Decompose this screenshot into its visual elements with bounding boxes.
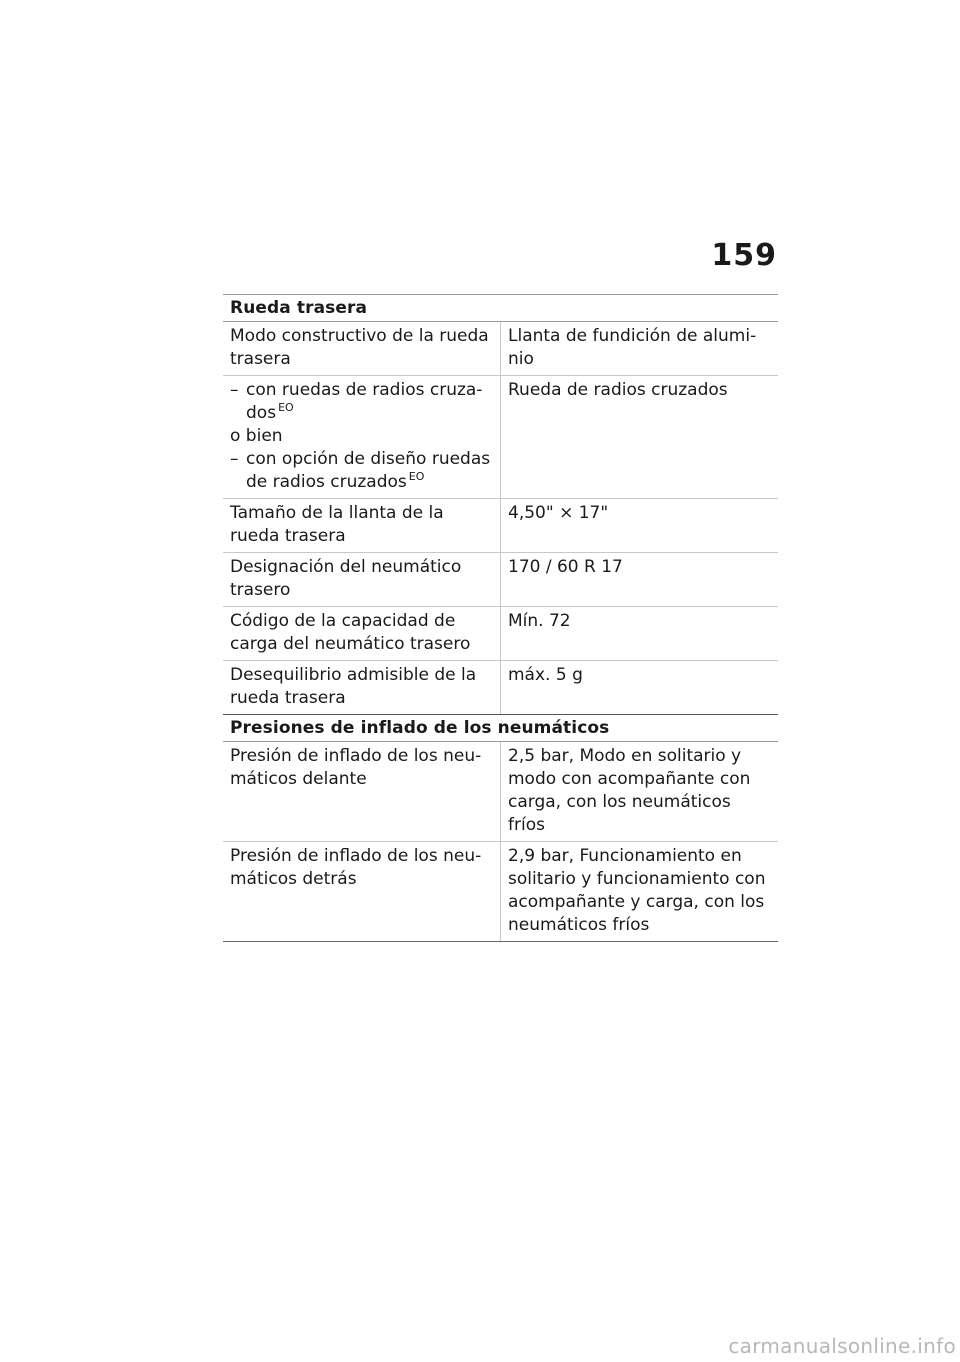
row-value (501, 499, 778, 552)
label-line: Modo constructivo de la rueda (230, 326, 489, 346)
row-label (223, 499, 501, 552)
row-label (223, 553, 501, 606)
label-line: rueda trasera (230, 688, 346, 708)
value-line: Llanta de fundición de alumi- (508, 326, 757, 346)
value-line: neumáticos fríos (508, 915, 650, 935)
row-label (223, 742, 501, 841)
dash-bullet: – (230, 449, 239, 469)
label-line: Presión de inflado de los neu- (230, 846, 482, 866)
row-label (223, 376, 501, 498)
label-line: Designación del neumático (230, 557, 462, 577)
label-line: rueda trasera (230, 526, 346, 546)
value-line: 170 / 60 R 17 (508, 557, 623, 577)
row-value (501, 376, 778, 498)
page-number: 159 (711, 238, 777, 273)
table-row (223, 842, 778, 942)
label-line: carga del neumático trasero (230, 634, 471, 654)
table-row (223, 322, 778, 376)
table-row (223, 742, 778, 842)
row-label (223, 842, 501, 941)
label-line: máticos detrás (230, 869, 357, 889)
label-line: Desequilibrio admisible de la (230, 665, 477, 685)
spec-table (223, 294, 778, 942)
variant-text: con ruedas de radios cruza-dos (246, 380, 483, 423)
row-label (223, 607, 501, 660)
row-label (223, 322, 501, 375)
value-line: acompañante y carga, con los (508, 892, 765, 912)
row-value (501, 607, 778, 660)
tire-pressure-heading: Presiones de inflado de los neumáticos (223, 714, 778, 742)
label-line: trasera (230, 349, 291, 369)
table-row (223, 661, 778, 714)
label-line: máticos delante (230, 769, 367, 789)
row-value (501, 661, 778, 714)
table-row (223, 553, 778, 607)
row-label (223, 661, 501, 714)
value-line: máx. 5 g (508, 665, 583, 685)
variant-or: o bien (230, 426, 283, 446)
label-line: trasero (230, 580, 291, 600)
value-line: carga, con los neumáticos fríos (508, 792, 731, 835)
watermark-url: carmanualsonline.info (728, 1334, 956, 1358)
value-line: nio (508, 349, 534, 369)
row-value (501, 553, 778, 606)
row-value (501, 322, 778, 375)
label-line: Presión de inflado de los neu- (230, 746, 482, 766)
row-value (501, 842, 778, 941)
variant-text: con opción de diseño ruedas de radios cruzados (246, 449, 491, 492)
value-line: Rueda de radios cruzados (508, 380, 728, 400)
table-row (223, 607, 778, 661)
value-line: Mín. 72 (508, 611, 571, 631)
value-line: solitario y funcionamiento con (508, 869, 766, 889)
table-row (223, 376, 778, 499)
variant-option-1 (230, 379, 494, 425)
table-row (223, 499, 778, 553)
value-line: 4,50" × 17" (508, 503, 609, 523)
rear-wheel-heading: Rueda trasera (223, 295, 778, 322)
dash-bullet: – (230, 380, 239, 400)
label-line: Código de la capacidad de (230, 611, 456, 631)
value-line: 2,9 bar, Funcionamiento en (508, 846, 742, 866)
label-line: Tamaño de la llanta de la (230, 503, 444, 523)
value-line: 2,5 bar, Modo en solitario y (508, 746, 742, 766)
row-value (501, 742, 778, 841)
variant-option-2 (230, 448, 494, 494)
value-line: modo con acompañante con (508, 769, 751, 789)
option-marker: EO (408, 470, 425, 483)
option-marker: EO (278, 401, 294, 414)
